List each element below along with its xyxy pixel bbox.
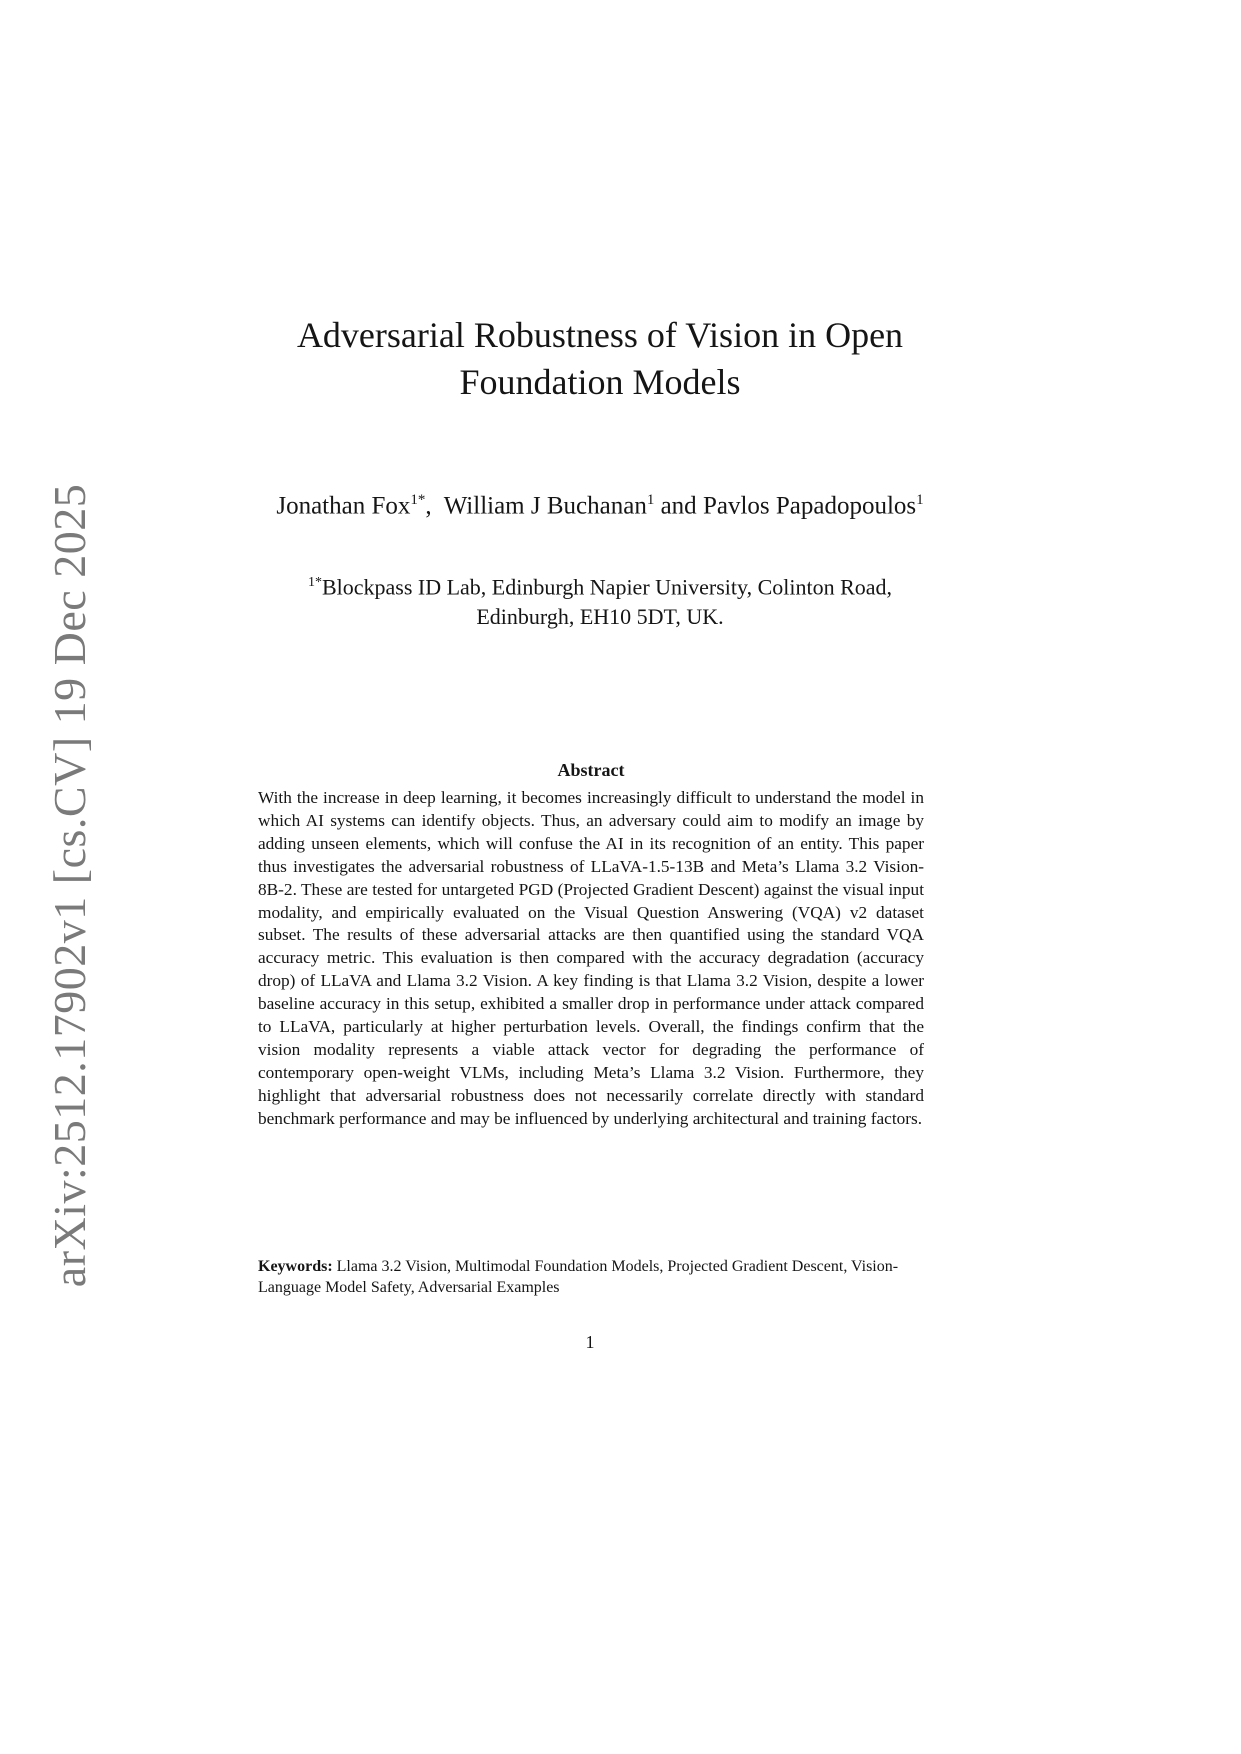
keywords-text: Llama 3.2 Vision, Multimodal Foundation Models, Projected Gradient Descent, Vision-Language Model Safety, Adversarial Examples	[258, 1258, 899, 1296]
keywords-label: Keywords:	[258, 1258, 333, 1275]
author-affiliation-marker: 1*	[410, 492, 426, 508]
affiliation	[230, 568, 970, 632]
abstract-text: With the increase in deep learning, it becomes increasingly difficult to understand the model in which AI systems can identify objects. Thus, an adversary could aim to modify an image by adding unseen elements, which will confuse the AI in its recognition of an entity. This paper thus investigates the adversarial robustness of LLaVA-1.5-13B and Meta’s Llama 3.2 Vision-8B-2. These are tested for untargeted PGD (Projected Gradient Descent) against the visual input modality, and empirically evaluated on the Visual Question Answering (VQA) v2 dataset subset. The results of these adversarial attacks are then quantified using the standard VQA accuracy metric. This evaluation is then compared with the accuracy degradation (accuracy drop) of LLaVA and Llama 3.2 Vision. A key finding is that Llama 3.2 Vision, despite a lower baseline accuracy in this setup, exhibited a smaller drop in performance under attack compared to LLaVA, particularly at higher perturbation levels. Overall, the findings confirm that the vision modality represents a viable attack vector for degrading the performance of contemporary open-weight VLMs, including Meta’s Llama 3.2 Vision. Furthermore, they highlight that adversarial robustness does not necessarily correlate directly with standard benchmark performance and may be influenced by underlying architectural and training factors.	[258, 788, 924, 1128]
affiliation-line-2: Edinburgh, EH10 5DT, UK.	[476, 604, 724, 630]
arxiv-identifier-text: arXiv:2512.17902v1 [cs.CV] 19 Dec 2025	[44, 483, 96, 1287]
abstract-heading: Abstract	[557, 760, 625, 780]
author-affiliation-marker: 1	[646, 492, 655, 508]
affiliation-line-1-text: Blockpass ID Lab, Edinburgh Napier University, Colinton Road,	[321, 574, 893, 600]
author-name: Jonathan Fox	[276, 492, 411, 520]
author-name: William J Buchanan	[443, 492, 647, 520]
paper-title-line-1: Adversarial Robustness of Vision in Open	[296, 315, 904, 355]
page-number: 1	[585, 1332, 595, 1352]
author-separator: and	[654, 492, 703, 520]
paper-title	[180, 312, 1020, 406]
author-name: Pavlos Papadopoulos	[702, 492, 917, 520]
author-separator: ,	[425, 492, 444, 520]
keywords	[258, 1256, 924, 1298]
paper-title-line-2: Foundation Models	[459, 362, 741, 402]
arxiv-identifier-stamp	[40, 483, 100, 1287]
affiliation-marker: 1*	[307, 575, 322, 590]
author-list	[150, 484, 1050, 522]
abstract-body	[258, 787, 924, 1131]
author-affiliation-marker: 1	[916, 492, 924, 508]
affiliation-line-1	[230, 568, 970, 602]
